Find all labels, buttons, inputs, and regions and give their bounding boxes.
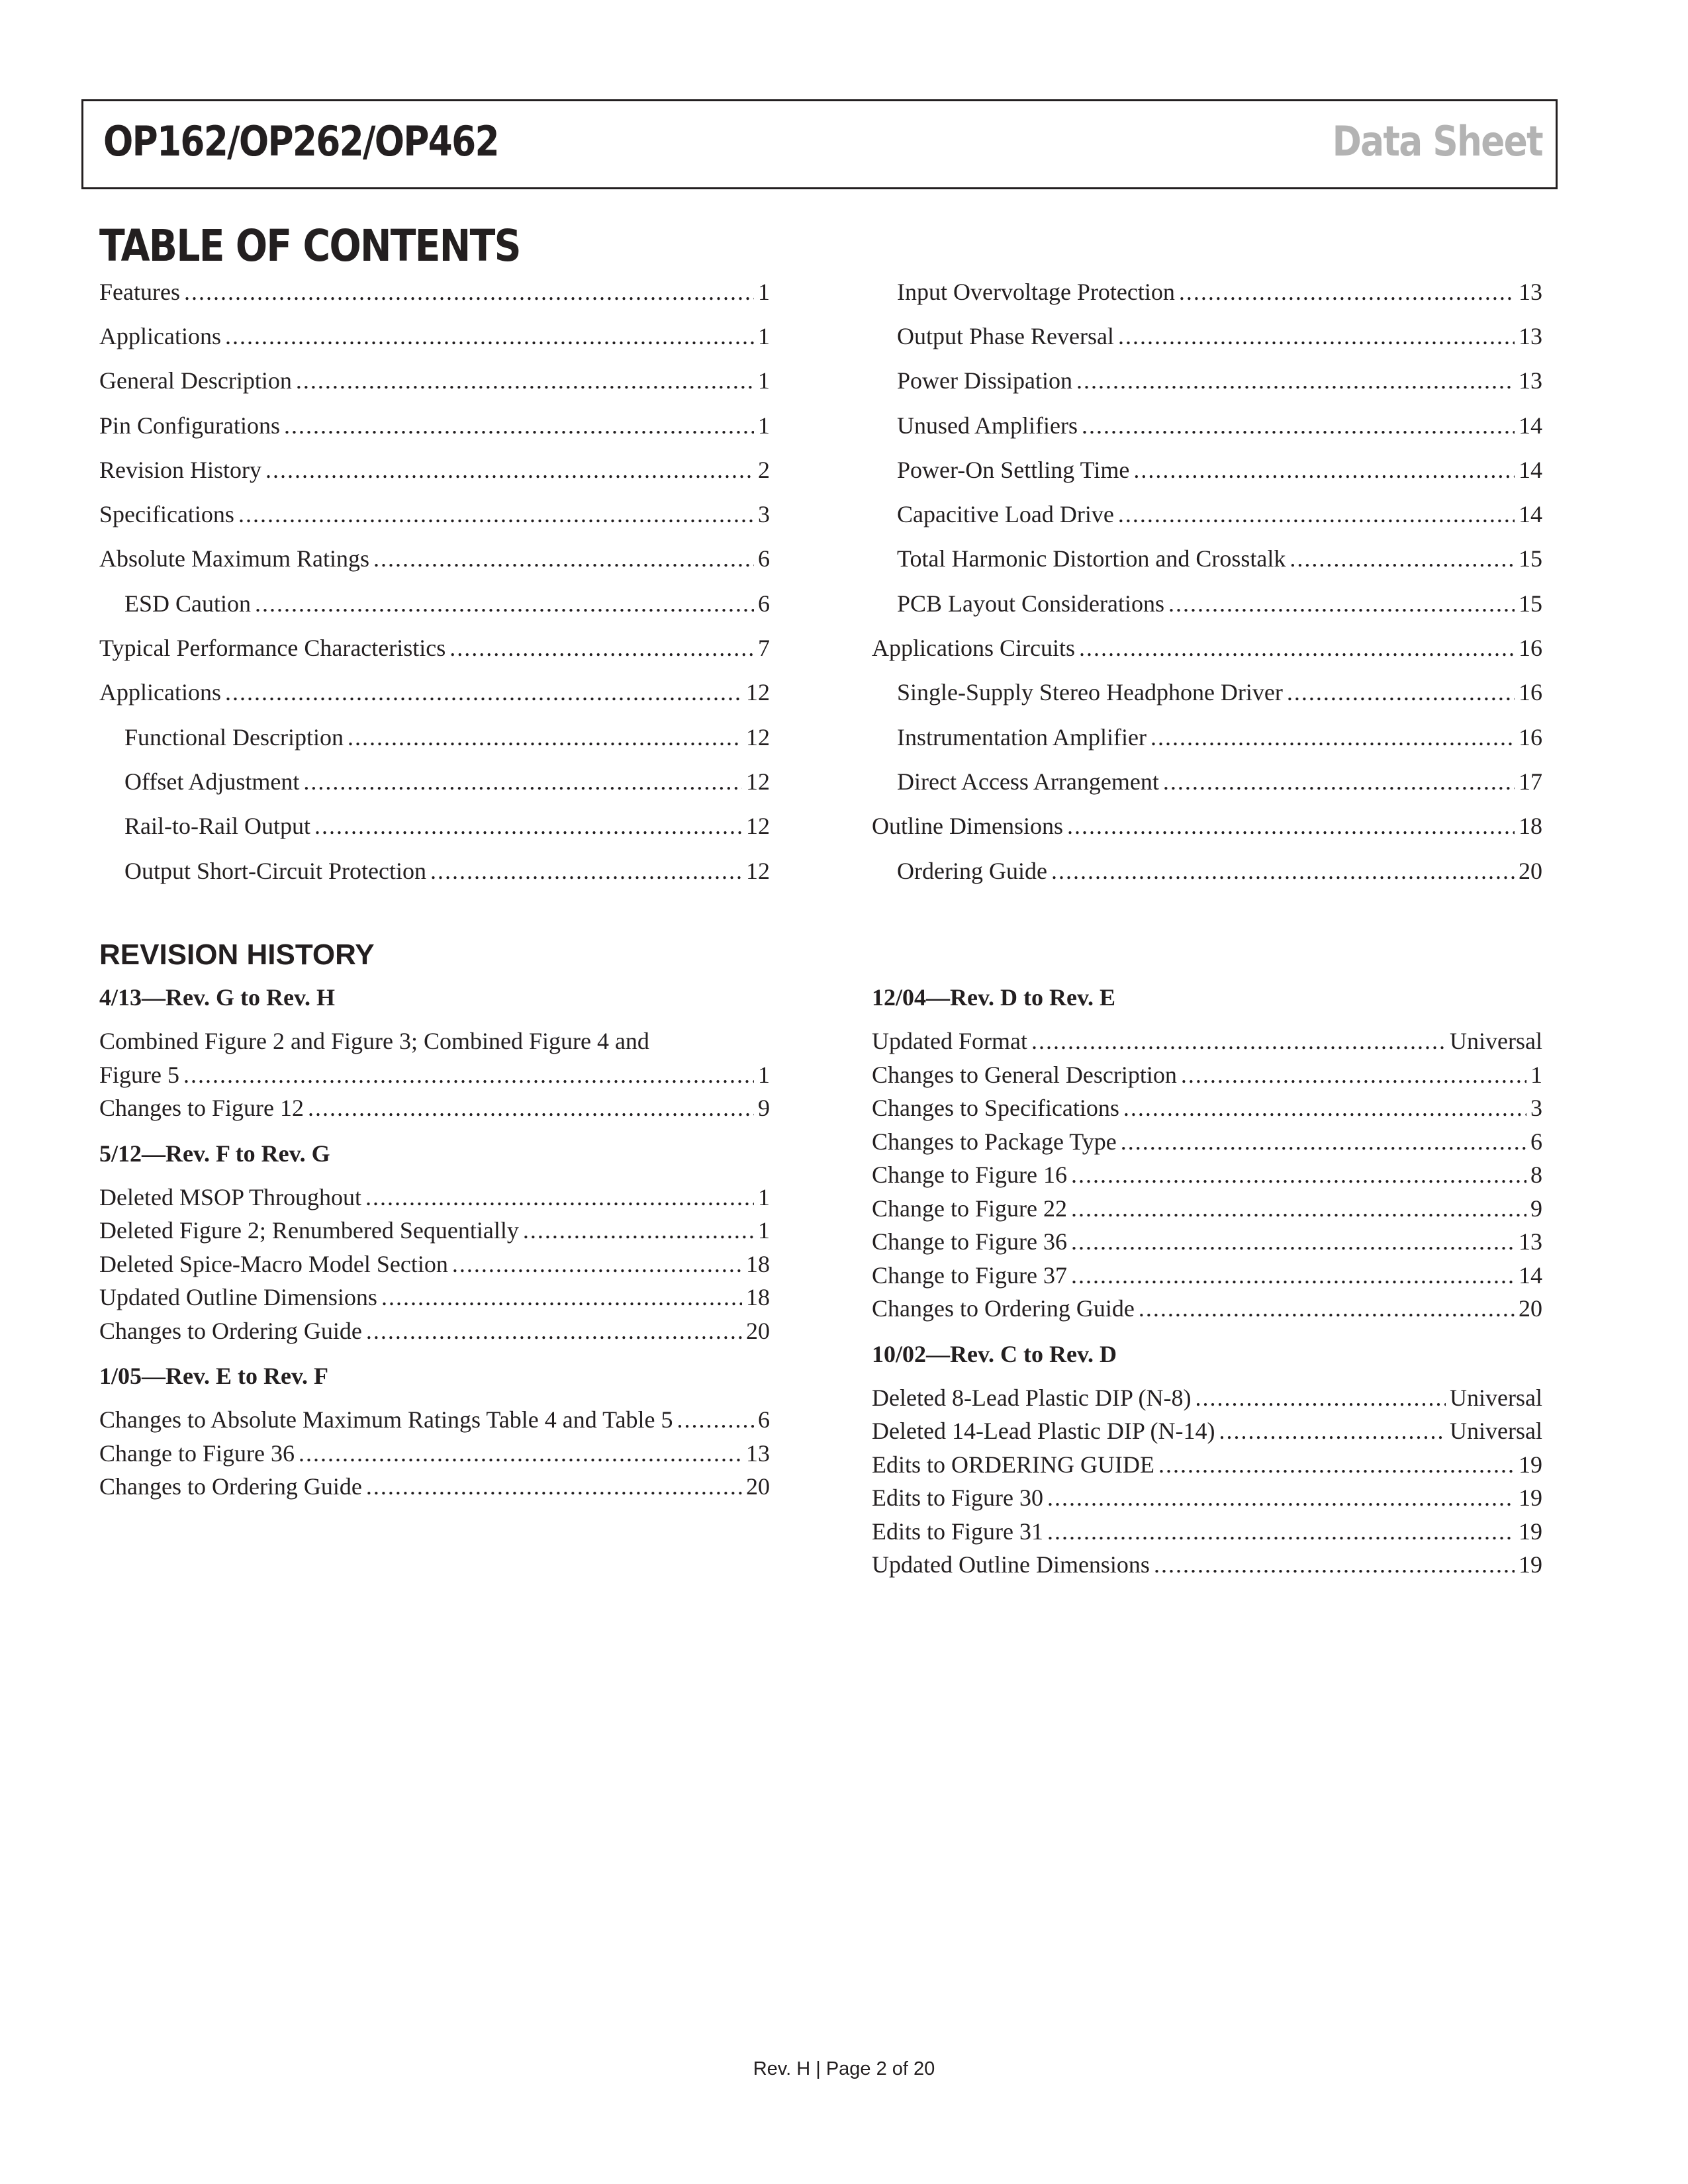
- toc-entry-label: Instrumentation Amplifier: [897, 723, 1147, 751]
- revision-group: [872, 981, 1542, 1326]
- toc-entry[interactable]: [872, 804, 1542, 848]
- revision-entry-label: Change to Figure 16: [872, 1161, 1067, 1189]
- revision-entry-page: 13: [746, 1439, 770, 1467]
- toc-entry-label: Capacitive Load Drive: [897, 501, 1114, 528]
- leader-dots: [1071, 1261, 1515, 1289]
- leader-dots: [1168, 590, 1515, 617]
- toc-entry[interactable]: [99, 447, 770, 492]
- toc-entry-page: 2: [758, 456, 770, 483]
- leader-dots: [255, 590, 754, 617]
- revision-entry-label: Changes to Ordering Guide: [872, 1295, 1135, 1322]
- revision-entry-label: Changes to Specifications: [872, 1095, 1119, 1122]
- toc-entry-page: 12: [746, 768, 770, 795]
- toc-subentry[interactable]: [99, 581, 770, 625]
- revision-entry-label: Edits to Figure 30: [872, 1484, 1043, 1512]
- leader-dots: [1289, 545, 1515, 572]
- leader-dots: [365, 1183, 754, 1211]
- toc-entry-label: Total Harmonic Distortion and Crosstalk: [897, 545, 1286, 572]
- revision-entry-page: 8: [1530, 1161, 1542, 1189]
- revision-entry-label: Change to Figure 36: [99, 1439, 295, 1467]
- toc-entry-page: 12: [746, 813, 770, 840]
- toc-entry-page: 16: [1519, 635, 1542, 662]
- leader-dots: [1047, 1518, 1515, 1545]
- revision-entry-page: 20: [746, 1473, 770, 1500]
- toc-entry-page: 13: [1519, 278, 1542, 305]
- revision-entry-label: Changes to Figure 12: [99, 1095, 304, 1122]
- toc-entry-label: Revision History: [99, 456, 262, 483]
- revision-entry: [872, 1448, 1542, 1482]
- leader-dots: [265, 456, 754, 484]
- toc-entry-page: 14: [1519, 501, 1542, 528]
- leader-dots: [303, 768, 742, 796]
- toc-entry-label: Typical Performance Characteristics: [99, 635, 446, 662]
- revision-entry-page: 1: [758, 1217, 770, 1244]
- revision-entry-page: 3: [1530, 1095, 1542, 1122]
- leader-dots: [1121, 1128, 1526, 1156]
- toc-entry-label: Output Short-Circuit Protection: [124, 857, 426, 884]
- revision-group: [872, 1338, 1542, 1582]
- leader-dots: [308, 1094, 754, 1122]
- toc-entry-label: Power-On Settling Time: [897, 456, 1130, 483]
- toc-subentry[interactable]: [872, 359, 1542, 403]
- toc-entry-label: ESD Caution: [124, 590, 252, 617]
- part-number: OP162/OP262/OP462: [103, 117, 498, 165]
- toc-subentry[interactable]: [872, 670, 1542, 715]
- revision-entry-page: 19: [1519, 1551, 1542, 1578]
- doc-type-label: Data Sheet: [1332, 117, 1542, 165]
- revision-entry-label: Figure 5: [99, 1061, 179, 1088]
- revision-entry: [99, 1403, 770, 1437]
- revision-entry-page: 1: [758, 1183, 770, 1210]
- page-footer: Rev. H | Page 2 of 20: [753, 2058, 935, 2079]
- leader-dots: [1123, 1094, 1526, 1122]
- revision-entry-page: 13: [1519, 1228, 1542, 1255]
- revision-entry: [872, 1381, 1542, 1415]
- revision-entry: [99, 1281, 770, 1314]
- leader-dots: [1139, 1295, 1515, 1322]
- revision-entry-page: 1: [758, 1061, 770, 1088]
- revision-entry-label: Edits to Figure 31: [872, 1518, 1043, 1545]
- revision-entry-page: 19: [1519, 1484, 1542, 1512]
- toc-subentry[interactable]: [872, 759, 1542, 803]
- leader-dots: [1047, 1484, 1515, 1512]
- toc-entry-label: Specifications: [99, 501, 234, 528]
- leader-dots: [677, 1406, 754, 1433]
- toc-title: TABLE OF CONTENTS: [99, 220, 520, 271]
- revision-entry-page: Universal: [1450, 1384, 1542, 1411]
- leader-dots: [1154, 1551, 1515, 1578]
- toc-entry[interactable]: [99, 403, 770, 447]
- toc-entry-label: Features: [99, 278, 180, 305]
- toc-subentry[interactable]: [99, 759, 770, 803]
- toc-entry-page: 14: [1519, 456, 1542, 483]
- revision-entry: [872, 1515, 1542, 1549]
- leader-dots: [299, 1439, 742, 1467]
- leader-dots: [1287, 678, 1515, 706]
- leader-dots: [1179, 278, 1515, 306]
- toc-entry-page: 6: [758, 590, 770, 617]
- toc-entry-label: Applications: [99, 322, 221, 349]
- leader-dots: [225, 678, 742, 706]
- revision-entry-label: Deleted 14-Lead Plastic DIP (N-14): [872, 1418, 1215, 1445]
- toc-subentry[interactable]: [872, 269, 1542, 314]
- revision-entry-label: Updated Outline Dimensions: [872, 1551, 1150, 1578]
- leader-dots: [184, 278, 754, 306]
- toc-entry[interactable]: [99, 314, 770, 358]
- revision-entry: [99, 1248, 770, 1281]
- toc-entry[interactable]: [99, 537, 770, 581]
- leader-dots: [183, 1061, 754, 1089]
- leader-dots: [1071, 1161, 1526, 1189]
- toc-entry-label: General Description: [99, 367, 292, 394]
- leader-dots: [1079, 634, 1515, 662]
- leader-dots: [1071, 1228, 1515, 1255]
- toc-entry-label: Ordering Guide: [897, 857, 1047, 884]
- leader-dots: [430, 857, 742, 885]
- revision-group: [99, 1359, 770, 1504]
- toc-subentry[interactable]: [872, 447, 1542, 492]
- revision-entry-label: Deleted 8-Lead Plastic DIP (N-8): [872, 1384, 1192, 1411]
- toc-entry-page: 1: [758, 367, 770, 394]
- revision-entry-label: Changes to Package Type: [872, 1128, 1117, 1155]
- revision-entry: [99, 1437, 770, 1471]
- toc-entry-page: 17: [1519, 768, 1542, 795]
- revision-group-title: 4/13—Rev. G to Rev. H: [99, 984, 335, 1011]
- revision-entry-page: 20: [746, 1317, 770, 1344]
- toc-entry-label: Rail-to-Rail Output: [124, 813, 310, 840]
- revision-entry-page: 1: [1530, 1061, 1542, 1088]
- toc-left-column: [99, 269, 770, 893]
- toc-subentry[interactable]: [99, 804, 770, 848]
- leader-dots: [225, 322, 754, 350]
- revision-group-title: 12/04—Rev. D to Rev. E: [872, 984, 1115, 1011]
- revision-entry-page: 9: [758, 1095, 770, 1122]
- toc-entry-page: 16: [1519, 679, 1542, 706]
- revision-entry-label: Updated Format: [872, 1028, 1027, 1055]
- toc-entry[interactable]: [99, 670, 770, 715]
- toc-entry-page: 12: [746, 857, 770, 884]
- header-box: [81, 99, 1558, 189]
- toc-entry-page: 13: [1519, 367, 1542, 394]
- toc-entry-page: 20: [1519, 857, 1542, 884]
- revision-entry: [872, 1414, 1542, 1448]
- toc-entry[interactable]: [99, 359, 770, 403]
- toc-entry-page: 7: [758, 635, 770, 662]
- leader-dots: [1158, 1451, 1515, 1479]
- toc-right-column: [872, 269, 1542, 893]
- toc-entry[interactable]: [99, 492, 770, 536]
- toc-entry-label: Offset Adjustment: [124, 768, 300, 795]
- revision-entry-label: Changes to Ordering Guide: [99, 1473, 362, 1500]
- revision-entry-label: Deleted MSOP Throughout: [99, 1183, 361, 1210]
- toc-entry-page: 3: [758, 501, 770, 528]
- revision-entry-page: 9: [1530, 1195, 1542, 1222]
- toc-subentry[interactable]: [872, 581, 1542, 625]
- revision-entry-label: Change to Figure 36: [872, 1228, 1067, 1255]
- leader-dots: [1118, 500, 1515, 528]
- revision-entry: [872, 1125, 1542, 1159]
- toc-entry-label: Outline Dimensions: [872, 813, 1063, 840]
- revision-entry: [99, 1091, 770, 1125]
- toc-entry-label: Absolute Maximum Ratings: [99, 545, 369, 572]
- revision-group: [99, 981, 770, 1125]
- revision-entry-label: Updated Outline Dimensions: [99, 1284, 377, 1311]
- leader-dots: [348, 723, 742, 751]
- toc-entry[interactable]: [99, 269, 770, 314]
- leader-dots: [1196, 1384, 1446, 1412]
- revision-entry-page: 14: [1519, 1261, 1542, 1289]
- revision-entry-page: 19: [1519, 1451, 1542, 1478]
- toc-subentry[interactable]: [872, 848, 1542, 893]
- toc-entry-page: 1: [758, 322, 770, 349]
- leader-dots: [1181, 1061, 1526, 1089]
- toc-entry-page: 1: [758, 278, 770, 305]
- leader-dots: [373, 545, 754, 572]
- toc-entry-page: 12: [746, 679, 770, 706]
- revision-right-column: [872, 981, 1542, 1594]
- revision-entry: [99, 1058, 770, 1092]
- revision-entry-label: Change to Figure 22: [872, 1195, 1067, 1222]
- leader-dots: [314, 812, 742, 840]
- revision-entry: [99, 1470, 770, 1504]
- toc-subentry[interactable]: [99, 715, 770, 759]
- revision-group: [99, 1137, 770, 1348]
- toc-subentry[interactable]: [872, 314, 1542, 358]
- toc-entry-label: Unused Amplifiers: [897, 412, 1078, 439]
- leader-dots: [1163, 768, 1515, 796]
- revision-entry-label: Changes to Absolute Maximum Ratings Table 4 and Table 5: [99, 1406, 673, 1433]
- revision-entry: [872, 1024, 1542, 1058]
- revision-entry: [872, 1192, 1542, 1226]
- toc-entry-label: Direct Access Arrangement: [897, 768, 1159, 795]
- revision-entry: [872, 1481, 1542, 1515]
- revision-left-column: [99, 981, 770, 1516]
- leader-dots: [1150, 723, 1515, 751]
- leader-dots: [1082, 412, 1515, 439]
- toc-subentry[interactable]: [99, 848, 770, 893]
- leader-dots: [1067, 812, 1515, 840]
- leader-dots: [452, 1250, 742, 1278]
- revision-group-title: 10/02—Rev. C to Rev. D: [872, 1340, 1117, 1367]
- toc-entry-label: Input Overvoltage Protection: [897, 278, 1175, 305]
- revision-entry-label: Changes to General Description: [872, 1061, 1177, 1088]
- toc-entry-page: 12: [746, 723, 770, 751]
- revision-entry: [872, 1058, 1542, 1092]
- toc-subentry[interactable]: [872, 492, 1542, 536]
- toc-subentry[interactable]: [872, 403, 1542, 447]
- revision-entry: [99, 1314, 770, 1348]
- toc-entry-label: PCB Layout Considerations: [897, 590, 1164, 617]
- leader-dots: [366, 1473, 742, 1500]
- toc-entry-page: 1: [758, 412, 770, 439]
- revision-entry-label: Change to Figure 37: [872, 1261, 1067, 1289]
- leader-dots: [1133, 456, 1515, 484]
- leader-dots: [1071, 1195, 1526, 1222]
- revision-entry-label: Deleted Spice-Macro Model Section: [99, 1250, 448, 1277]
- toc-entry-page: 16: [1519, 723, 1542, 751]
- revision-entry: [872, 1091, 1542, 1125]
- revision-entry: [872, 1225, 1542, 1259]
- revision-entry-text: Combined Figure 2 and Figure 3; Combined Figure 4 and: [99, 1028, 649, 1054]
- toc-subentry[interactable]: [872, 537, 1542, 581]
- toc-entry-label: Functional Description: [124, 723, 344, 751]
- toc-subentry[interactable]: [872, 715, 1542, 759]
- leader-dots: [284, 412, 754, 439]
- revision-entry-page: 6: [758, 1406, 770, 1433]
- toc-entry-page: 15: [1519, 545, 1542, 572]
- toc-entry[interactable]: [99, 625, 770, 670]
- revision-entry-page: 18: [746, 1250, 770, 1277]
- toc-entry-label: Power Dissipation: [897, 367, 1072, 394]
- leader-dots: [1031, 1027, 1446, 1055]
- toc-entry-label: Applications Circuits: [872, 635, 1075, 662]
- leader-dots: [381, 1283, 742, 1311]
- leader-dots: [1051, 857, 1515, 885]
- revision-entry: [872, 1259, 1542, 1293]
- revision-entry-page: 18: [746, 1284, 770, 1311]
- revision-entry: [99, 1214, 770, 1248]
- revision-entry-label: Edits to ORDERING GUIDE: [872, 1451, 1154, 1478]
- revision-entry-label: Changes to Ordering Guide: [99, 1317, 362, 1344]
- leader-dots: [238, 500, 754, 528]
- revision-entry-page: 19: [1519, 1518, 1542, 1545]
- toc-entry[interactable]: [872, 625, 1542, 670]
- toc-entry-page: 6: [758, 545, 770, 572]
- leader-dots: [366, 1317, 742, 1345]
- revision-entry-page: 6: [1530, 1128, 1542, 1155]
- revision-entry: [872, 1158, 1542, 1192]
- leader-dots: [449, 634, 754, 662]
- revision-group-title: 5/12—Rev. F to Rev. G: [99, 1140, 330, 1167]
- revision-entry-page: Universal: [1450, 1418, 1542, 1445]
- toc-entry-page: 15: [1519, 590, 1542, 617]
- toc-entry-label: Output Phase Reversal: [897, 322, 1114, 349]
- toc-entry-page: 18: [1519, 813, 1542, 840]
- toc-entry-page: 13: [1519, 322, 1542, 349]
- toc-entry-label: Pin Configurations: [99, 412, 281, 439]
- leader-dots: [296, 367, 754, 394]
- revision-entry: [872, 1292, 1542, 1326]
- revision-entry: [99, 1181, 770, 1214]
- revision-history-heading: REVISION HISTORY: [99, 938, 375, 971]
- revision-group-title: 1/05—Rev. E to Rev. F: [99, 1363, 328, 1389]
- revision-entry-label: Deleted Figure 2; Renumbered Sequentially: [99, 1217, 519, 1244]
- leader-dots: [1076, 367, 1515, 394]
- toc-entry-label: Applications: [99, 679, 221, 706]
- leader-dots: [523, 1216, 754, 1244]
- toc-entry-label: Single-Supply Stereo Headphone Driver: [897, 679, 1283, 706]
- revision-entry-page: Universal: [1450, 1028, 1542, 1055]
- leader-dots: [1118, 322, 1515, 350]
- leader-dots: [1219, 1417, 1446, 1445]
- toc-entry-page: 14: [1519, 412, 1542, 439]
- revision-entry: [872, 1548, 1542, 1582]
- revision-entry-page: 20: [1519, 1295, 1542, 1322]
